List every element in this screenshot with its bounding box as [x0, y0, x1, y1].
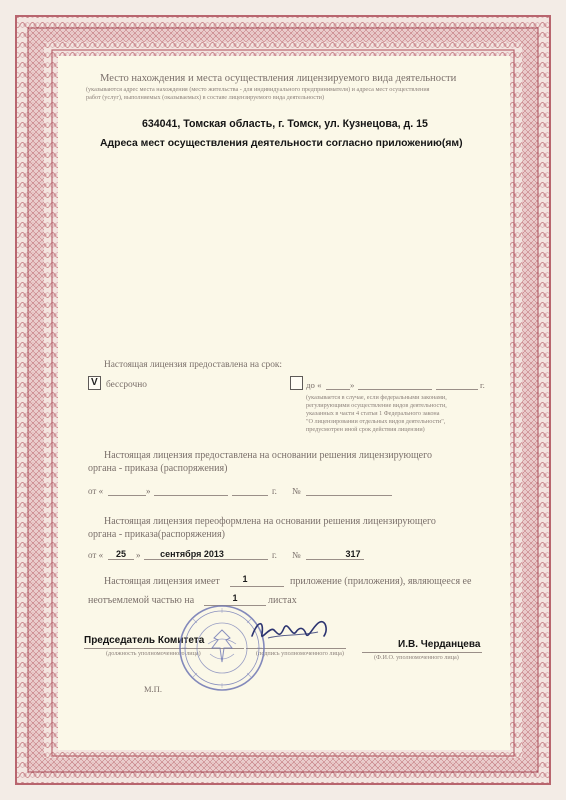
check-mark: V [91, 377, 98, 388]
term-note-2: регулирующими осуществление видов деятельности, [306, 402, 447, 409]
header-note-1: (указываются адрес места нахождения (место жительства - для индивидуального предпринимателя) и адреса мест осуществления [86, 86, 430, 93]
until-prefix: до « [306, 380, 322, 390]
seal-label: М.П. [144, 684, 162, 694]
basis-number-line [306, 495, 392, 496]
signer-position: Председатель Комитета [84, 635, 205, 646]
reissue-month-line [144, 559, 268, 560]
appendix-count-line [230, 586, 284, 587]
appendix-sheets: 1 [232, 593, 238, 603]
header-title: Место нахождения и места осуществления лицензируемого вида деятельности [100, 73, 457, 84]
header-note-2: работ (услуг), выполняемых (оказываемых) в составе лицензируемого вида деятельности) [86, 94, 325, 101]
position-note: (должность уполномоченного лица) [106, 650, 201, 657]
perpetual-label: бессрочно [106, 380, 147, 390]
until-day-line [326, 389, 350, 390]
until-year-line [436, 389, 478, 390]
reissue-year-suffix: г. [272, 550, 277, 560]
appendix-line1-suffix: приложение (приложения), являющееся ее [290, 576, 472, 587]
appendix-line2-prefix: неотъемлемой частью на [88, 595, 195, 606]
reissue-number-prefix: № [292, 550, 301, 560]
term-intro: Настоящая лицензия предоставлена на срок: [104, 360, 283, 370]
term-note-3: указанных в части 4 статьи 1 Федерального закона [306, 410, 440, 417]
basis-line-1: Настоящая лицензия предоставлена на основании решения лицензирующего [104, 450, 432, 461]
term-date-checkbox [290, 376, 303, 390]
until-suffix: г. [480, 380, 485, 390]
sign-note: (подпись уполномоченного лица) [256, 650, 344, 657]
basis-year-suffix: г. [272, 486, 277, 496]
places-note: Адреса мест осуществления деятельности согласно приложению(ям) [100, 138, 463, 149]
reissue-from-prefix: от « [88, 550, 104, 560]
basis-line-2: органа - приказа (распоряжения) [88, 463, 228, 474]
signature-icon [248, 616, 334, 646]
reissue-number: 317 [345, 549, 361, 559]
reissue-day-line [108, 559, 134, 560]
basis-day-line [108, 495, 146, 496]
reissue-line-2: органа - приказа(распоряжения) [88, 529, 225, 540]
reissue-from-mid: » [136, 550, 141, 560]
reissue-day: 25 [115, 549, 126, 559]
basis-from-prefix: от « [88, 486, 104, 496]
term-note-4: "О лицензировании отдельных видов деятельности", [306, 418, 446, 425]
basis-number-prefix: № [292, 486, 301, 496]
basis-year-line [232, 495, 268, 496]
appendix-line1-prefix: Настоящая лицензия имеет [104, 576, 220, 587]
term-note-1: (указывается в случае, если федеральными законами, [306, 394, 447, 401]
appendix-line2-suffix: листах [268, 595, 297, 606]
address-text: 634041, Томская область, г. Томск, ул. Кузнецова, д. 15 [142, 118, 428, 130]
term-note-5: предусмотрен иной срок действия лицензии) [306, 426, 425, 433]
appendix-count: 1 [242, 574, 248, 584]
basis-month-line [154, 495, 228, 496]
reissue-line-1: Настоящая лицензия переоформлена на основании решения лицензирующего [104, 516, 436, 527]
until-month-line [358, 389, 432, 390]
signer-name: И.В. Черданцева [398, 639, 481, 650]
until-mid: » [350, 380, 355, 390]
reissue-month-year: сентября 2013 [160, 549, 224, 559]
basis-from-mid: » [146, 486, 151, 496]
name-note: (Ф.И.О. уполномоченного лица) [374, 654, 459, 661]
reissue-number-line [306, 559, 364, 560]
name-line [362, 652, 482, 653]
